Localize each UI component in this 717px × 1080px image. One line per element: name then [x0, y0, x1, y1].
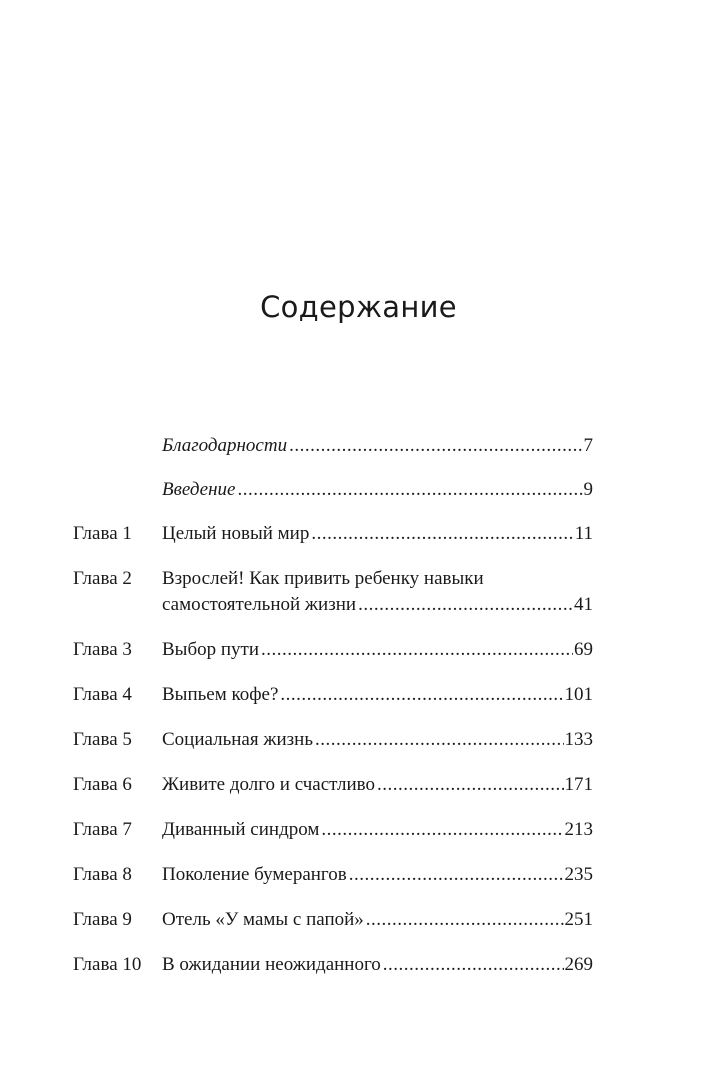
chapter-label: Глава 3	[73, 639, 132, 660]
entry-title: Выпьем кофе?	[162, 684, 279, 705]
entry-body	[162, 637, 593, 663]
entry-body	[162, 566, 593, 618]
title-line	[162, 817, 593, 843]
page-title: Содержание	[260, 290, 457, 324]
title-line	[162, 727, 593, 753]
page-number: 7	[583, 435, 593, 456]
page-number: 9	[583, 479, 593, 500]
toc-entry-chapter-2[interactable]	[73, 566, 593, 618]
entry-body	[162, 477, 593, 503]
entry-title: Живите долго и счастливо	[162, 774, 375, 795]
entry-body	[162, 952, 593, 978]
toc-entry-chapter-8[interactable]	[73, 862, 593, 888]
chapter-label: Глава 9	[73, 909, 132, 930]
dot-leader	[321, 817, 563, 843]
page-number: 235	[564, 864, 593, 885]
entry-title: Целый новый мир	[162, 523, 310, 544]
chapter-label: Глава 6	[73, 774, 132, 795]
entry-title-line-2: самостоятельной жизни	[162, 594, 357, 615]
title-line	[162, 862, 593, 888]
title-line	[162, 907, 593, 933]
toc-entry-chapter-9[interactable]	[73, 907, 593, 933]
page-number: 171	[564, 774, 593, 795]
entry-title: Поколение бумерангов	[162, 864, 347, 885]
dot-leader	[237, 477, 582, 503]
toc-entry-acknowledgements[interactable]	[73, 433, 593, 459]
dot-leader	[349, 862, 564, 888]
chapter-label: Глава 10	[73, 954, 142, 975]
entry-body	[162, 682, 593, 708]
dot-leader	[261, 637, 573, 663]
entry-title: Отель «У мамы с папой»	[162, 909, 364, 930]
entry-body	[162, 772, 593, 798]
page-number: 269	[564, 954, 593, 975]
page-number: 11	[574, 523, 593, 544]
entry-title: Благодарности	[162, 435, 288, 456]
chapter-label: Глава 8	[73, 864, 132, 885]
toc-entry-introduction[interactable]	[73, 477, 593, 503]
entry-title-line-1: Взрослей! Как привить ребенку навыки	[162, 568, 484, 589]
chapter-label: Глава 5	[73, 729, 132, 750]
page-number: 69	[574, 639, 593, 660]
chapter-label: Глава 1	[73, 523, 132, 544]
page-number: 101	[564, 684, 593, 705]
entry-title: Выбор пути	[162, 639, 259, 660]
entry-body	[162, 433, 593, 459]
entry-title: В ожидании неожиданного	[162, 954, 381, 975]
page-number: 213	[564, 819, 593, 840]
chapter-label: Глава 7	[73, 819, 132, 840]
page-number: 251	[564, 909, 593, 930]
entry-body	[162, 817, 593, 843]
page-number: 41	[574, 594, 593, 615]
page-number: 133	[564, 729, 593, 750]
table-of-contents	[73, 433, 593, 997]
dot-leader	[289, 433, 582, 459]
toc-entry-chapter-4[interactable]	[73, 682, 593, 708]
toc-entry-chapter-10[interactable]	[73, 952, 593, 978]
toc-entry-chapter-5[interactable]	[73, 727, 593, 753]
dot-leader	[377, 772, 564, 798]
title-line	[162, 521, 593, 547]
entry-body	[162, 862, 593, 888]
title-line	[162, 477, 593, 503]
dot-leader	[280, 682, 563, 708]
toc-entry-chapter-7[interactable]	[73, 817, 593, 843]
toc-entry-chapter-1[interactable]	[73, 521, 593, 547]
dot-leader	[383, 952, 564, 978]
entry-title: Диванный синдром	[162, 819, 320, 840]
entry-title: Социальная жизнь	[162, 729, 313, 750]
entry-body	[162, 727, 593, 753]
chapter-label: Глава 4	[73, 684, 132, 705]
dot-leader	[315, 727, 564, 753]
dot-leader	[366, 907, 564, 933]
title-line	[162, 952, 593, 978]
entry-body	[162, 907, 593, 933]
title-line	[162, 772, 593, 798]
entry-body	[162, 521, 593, 547]
toc-entry-chapter-3[interactable]	[73, 637, 593, 663]
dot-leader	[358, 592, 573, 618]
dot-leader	[311, 521, 573, 547]
toc-entry-chapter-6[interactable]	[73, 772, 593, 798]
title-line	[162, 637, 593, 663]
title-line	[162, 682, 593, 708]
title-line	[162, 433, 593, 459]
title-line	[162, 592, 593, 618]
entry-title: Введение	[162, 479, 236, 500]
chapter-label: Глава 2	[73, 568, 132, 589]
